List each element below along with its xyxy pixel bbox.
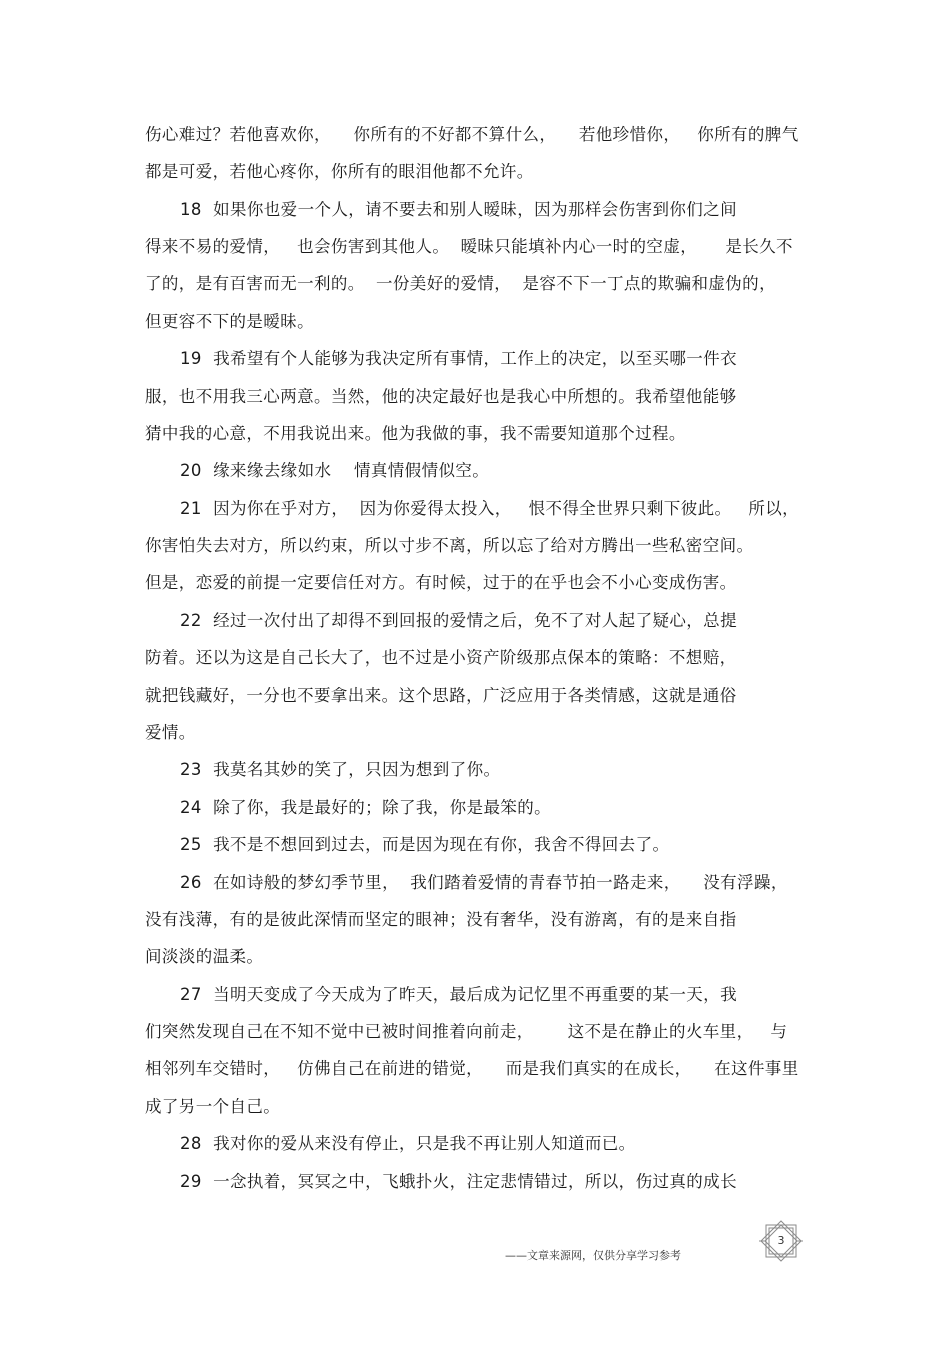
body-line: 猜中我的心意，不用我说出来。他为我做的事，我不需要知道那个过程。 (145, 424, 686, 443)
paragraph-27-start: 27 当明天变成了今天成为了昨天，最后成为记忆里不再重要的某一天，我 (180, 985, 737, 1004)
body-line: 相邻列车交错时， 仿佛自己在前进的错觉， 而是我们真实的在成长， 在这件事里 (145, 1059, 799, 1078)
body-line: 成了另一个自己。 (145, 1097, 281, 1116)
body-line: 得来不易的爱情， 也会伤害到其他人。 暧昧只能填补内心一时的空虚， 是长久不 (145, 237, 793, 256)
body-line: 服，也不用我三心两意。当然，他的决定最好也是我心中所想的。我希望他能够 (145, 387, 737, 406)
paragraph-26-start: 26 在如诗般的梦幻季节里， 我们踏着爱情的青春节拍一路走来， 没有浮躁， (180, 873, 788, 892)
body-line: 们突然发现自己在不知不觉中已被时间推着向前走， 这不是在静止的火车里， 与 (145, 1022, 788, 1041)
body-line: 伤心难过？若他喜欢你， 你所有的不好都不算什么， 若他珍惜你， 你所有的脾气 (145, 125, 799, 144)
body-line: 你害怕失去对方，所以约束，所以寸步不离，所以忘了给对方腾出一些私密空间。 (145, 536, 754, 555)
paragraph-18-start: 18 如果你也爱一个人，请不要去和别人暧昧，因为那样会伤害到你们之间 (180, 200, 737, 219)
page-number: 3 (777, 1234, 785, 1247)
body-line: 间淡淡的温柔。 (145, 947, 264, 966)
paragraph-28: 28 我对你的爱从来没有停止，只是我不再让别人知道而已。 (180, 1134, 636, 1153)
body-line: 就把钱藏好，一分也不要拿出来。这个思路，广泛应用于各类情感，这就是通俗 (145, 686, 737, 705)
body-line: 爱情。 (145, 723, 196, 742)
paragraph-20: 20 缘来缘去缘如水 情真情假情似空。 (180, 461, 490, 480)
paragraph-23: 23 我莫名其妙的笑了，只因为想到了你。 (180, 760, 501, 779)
paragraph-22-start: 22 经过一次付出了却得不到回报的爱情之后，免不了对人起了疑心，总提 (180, 611, 737, 630)
paragraph-21-start: 21 因为你在乎对方， 因为你爱得太投入， 恨不得全世界只剩下彼此。 所以， (180, 499, 800, 518)
body-line: 都是可爱，若他心疼你，你所有的眼泪他都不允许。 (145, 162, 534, 181)
paragraph-25: 25 我不是不想回到过去，而是因为现在有你，我舍不得回去了。 (180, 835, 670, 854)
paragraph-24: 24 除了你，我是最好的；除了我，你是最笨的。 (180, 798, 552, 817)
body-line: 了的，是有百害而无一利的。 一份美好的爱情， 是容不下一丁点的欺骗和虚伪的， (145, 274, 776, 293)
footer-source-note: ——文章来源网，仅供分享学习参考 (505, 1249, 681, 1262)
body-line: 但是，恋爱的前提一定要信任对方。有时候，过于的在乎也会不小心变成伤害。 (145, 573, 737, 592)
paragraph-29-start: 29 一念执着，冥冥之中，飞蛾扑火，注定悲情错过，所以，伤过真的成长 (180, 1172, 737, 1191)
body-line: 防着。还以为这是自己长大了，也不过是小资产阶级那点保本的策略：不想赔， (145, 648, 737, 667)
paragraph-19-start: 19 我希望有个人能够为我决定所有事情，工作上的决定，以至买哪一件衣 (180, 349, 737, 368)
body-line: 但更容不下的是暧昧。 (145, 312, 314, 331)
body-line: 没有浅薄，有的是彼此深情而坚定的眼神；没有奢华，没有游离，有的是来自指 (145, 910, 737, 929)
